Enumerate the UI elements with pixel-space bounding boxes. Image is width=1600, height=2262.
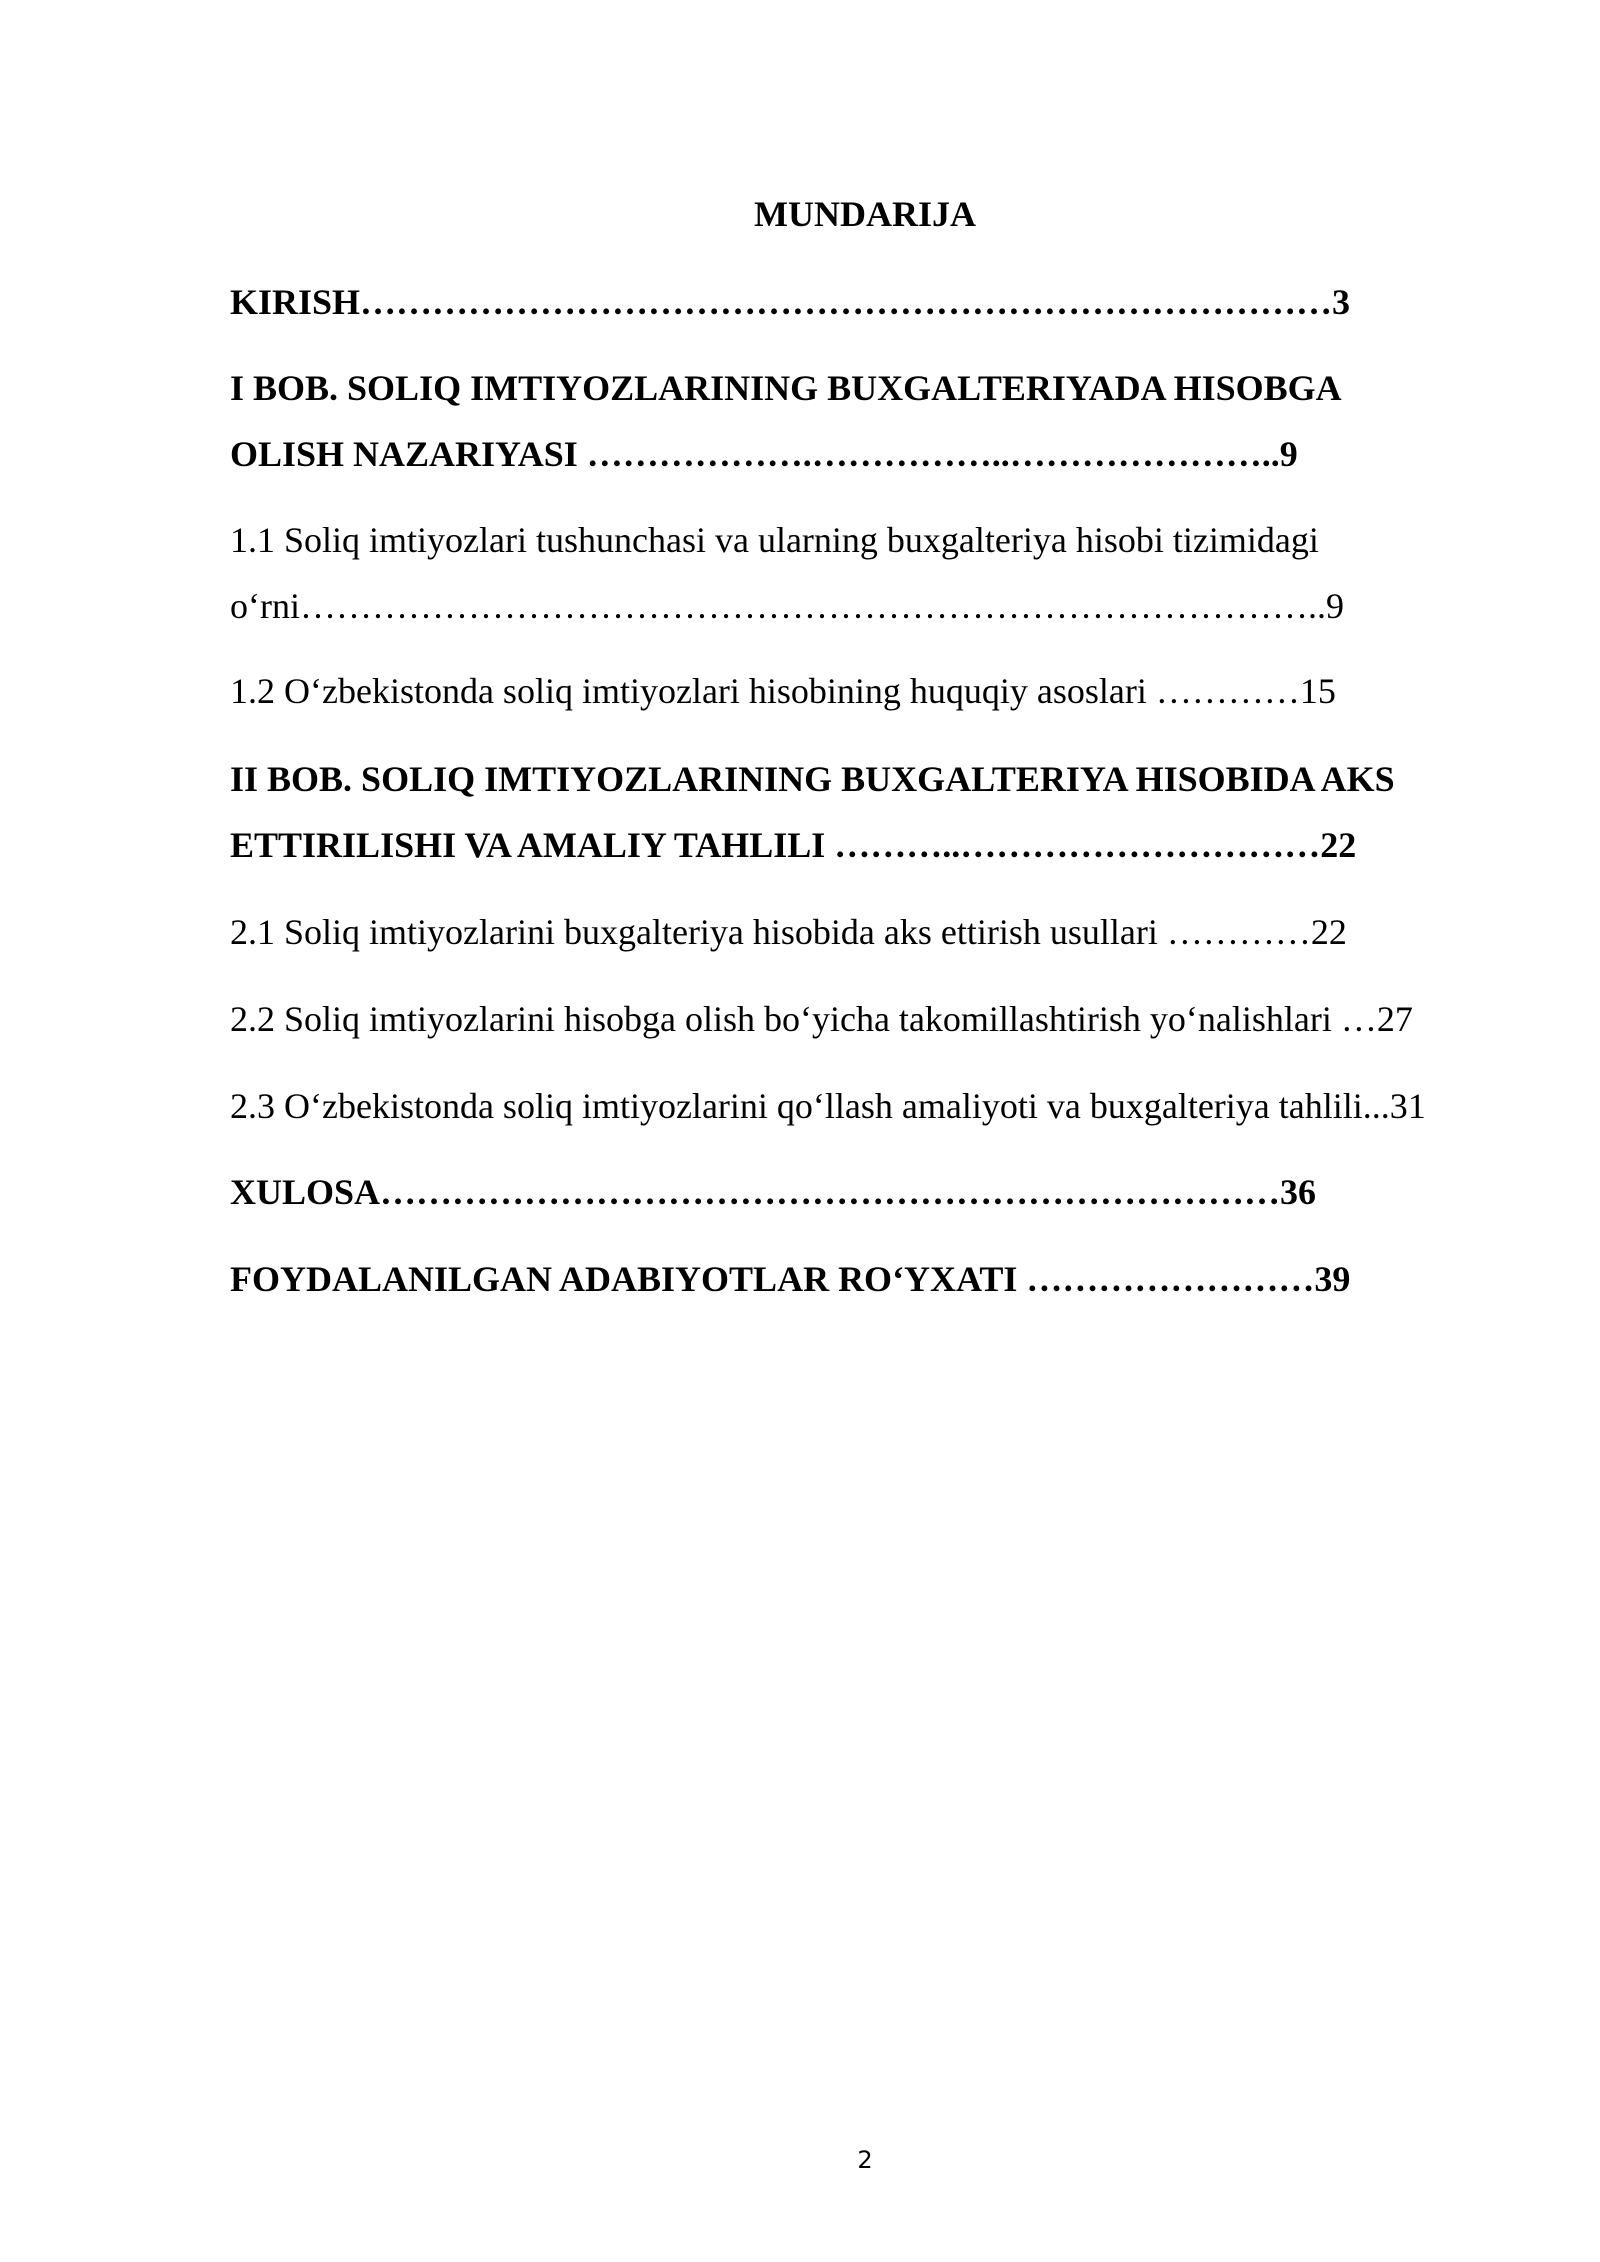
toc-entry-line: XULOSA…………………………………………………………………36: [230, 1172, 1317, 1212]
toc-entry-line: II BOB. SOLIQ IMTIYOZLARINING BUXGALTERIYA HISOBIDA AKS: [230, 759, 1395, 799]
toc-entry-section-2-1: [230, 910, 1347, 954]
toc-title: MUNDARIJA: [754, 194, 976, 234]
toc-entry-line: KIRISH………………………………………………………………………3: [230, 282, 1351, 322]
toc-entry-chapter-1: [230, 366, 1342, 476]
toc-entry-line: 2.1 Soliq imtiyozlarini buxgalteriya hisobida aks ettirish usullari …………22: [230, 912, 1347, 952]
toc-entry-section-1-1: [230, 518, 1344, 628]
toc-entry-line: 2.3 O‘zbekistonda soliq imtiyozlarini qo‘llash amaliyoti va buxgalteriya tahlili...31: [230, 1086, 1426, 1126]
toc-entry-line: I BOB. SOLIQ IMTIYOZLARINING BUXGALTERIYADA HISOBGA: [230, 368, 1342, 408]
toc-entry-introduction: [230, 280, 1350, 324]
toc-entry-line: 2.2 Soliq imtiyozlarini hisobga olish bo‘yicha takomillashtirish yo‘nalishlari …27: [230, 999, 1413, 1039]
toc-entry-section-1-2: [230, 669, 1336, 713]
toc-entry-line: OLISH NAZARIYASI ……………….……………..…………………..9: [230, 434, 1298, 474]
toc-entry-conclusion: [230, 1170, 1316, 1214]
toc-entry-chapter-2: [230, 757, 1395, 867]
toc-entry-line: FOYDALANILGAN ADABIYOTLAR RO‘YXATI ……………………39: [230, 1259, 1351, 1299]
toc-entry-bibliography: [230, 1257, 1350, 1301]
toc-entry-line: o‘rni…………………………………………………………………………..9: [230, 586, 1344, 626]
toc-entry-section-2-3: [230, 1084, 1426, 1128]
toc-entry-section-2-2: [230, 997, 1413, 1041]
toc-entry-line: ETTIRILISHI VA AMALIY TAHLILI ………..…………………………22: [230, 825, 1357, 865]
toc-entry-line: 1.1 Soliq imtiyozlari tushunchasi va ularning buxgalteriya hisobi tizimidagi: [230, 520, 1319, 560]
page-number: 2: [857, 2146, 873, 2174]
toc-entry-line: 1.2 O‘zbekistonda soliq imtiyozlari hisobining huquqiy asoslari …………15: [230, 671, 1336, 711]
